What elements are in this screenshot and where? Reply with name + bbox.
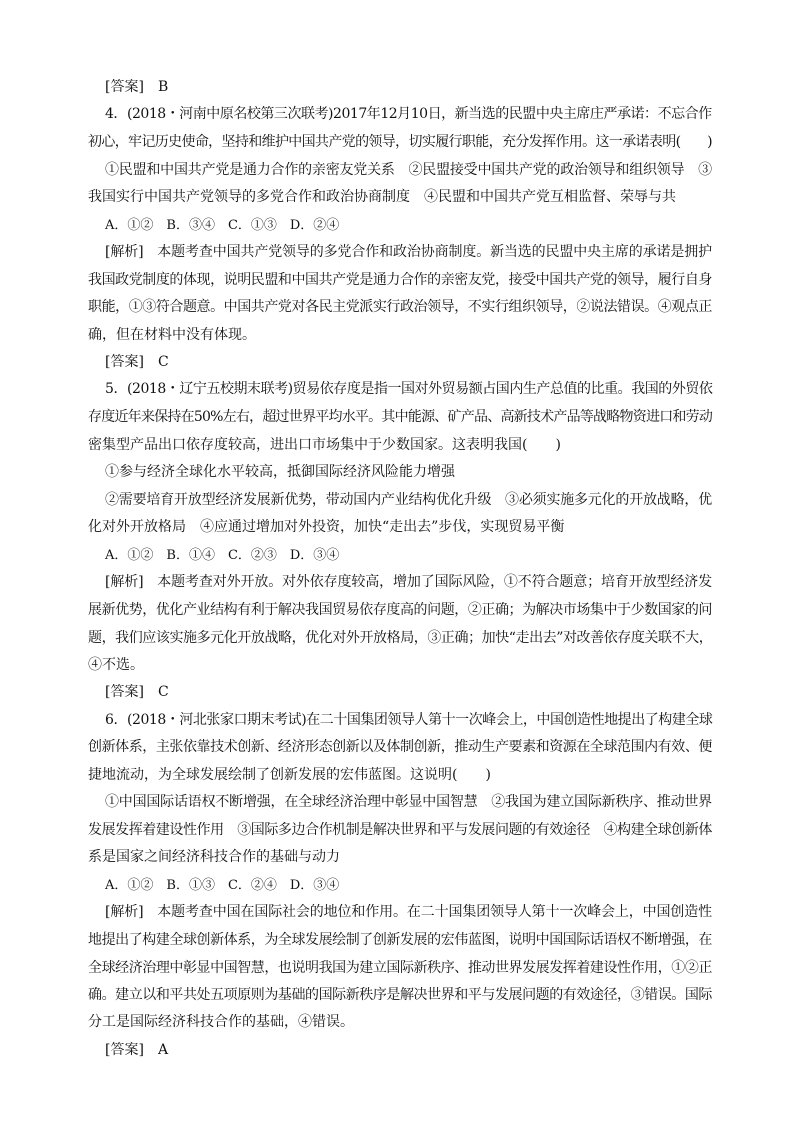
answer-value: C xyxy=(157,354,169,370)
answer-value: A xyxy=(157,1042,169,1058)
question-line: 创新体系，主张依靠技术创新、经济形态创新以及体制创新，推动生产要素和资源在全球范围内有效、便 xyxy=(88,739,712,755)
analysis-line: [解析] 本题考查对外开放。对外依存度较高，增加了国际风险，①不符合题意；培育开放型经济发 xyxy=(105,574,712,590)
choices-line: A．①② B．③④ C．①③ D．②④ xyxy=(105,218,340,233)
option-line: 化对外开放格局 ④应通过增加对外投资，加快“走出去”步伐，实现贸易平衡 xyxy=(88,519,565,535)
answer-value: C xyxy=(157,684,169,700)
option-line: ①民盟和中国共产党是通力合作的亲密友党关系 ②民盟接受中国共产党的政治领导和组织领导 ③ xyxy=(105,162,712,178)
option-line: ①中国国际话语权不断增强，在全球经济治理中彰显中国智慧 ②我国为建立国际新秩序、推动世界 xyxy=(105,794,712,810)
answer-label: [答案] xyxy=(105,684,144,700)
option-line: 系是国家之间经济科技合作的基础与动力 xyxy=(88,849,340,865)
question-line: 存度近年来保持在50%左右，超过世界平均水平。其中能源、矿产品、高新技术产品等战略物资进口和劳动 xyxy=(88,409,713,425)
question-line: 捷地流动，为全球发展绘制了创新发展的宏伟蓝图。这说明( ) xyxy=(88,767,491,783)
option-line: 发展发挥着建设性作用 ③国际多边合作机制是解决世界和平与发展问题的有效途径 ④构建全球创新体 xyxy=(88,822,712,838)
question-line: 6．(2018・河北张家口期末考试)在二十国集团领导人第十一次峰会上，中国创造性地提出了构建全球 xyxy=(105,712,713,728)
analysis-line: 分工是国际经济科技合作的基础，④错误。 xyxy=(88,1014,354,1030)
q3-answer xyxy=(105,76,168,96)
choices-line: A．①② B．①④ C．②③ D．③④ xyxy=(105,548,340,563)
question-line: 5．(2018・辽宁五校期末联考)贸易依存度是指一国对外贸易额占国内生产总值的比重。我国的外贸依 xyxy=(105,381,713,397)
question-line: 密集型产品出口依存度较高，进出口市场集中于少数国家。这表明我国( ) xyxy=(88,437,561,453)
analysis-line: [解析] 本题考查中国共产党领导的多党合作和政治协商制度。新当选的民盟中央主席的承诺是拥护 xyxy=(105,244,712,260)
option-line: ②需要培育开放型经济发展新优势，带动国内产业结构优化升级 ③必须实施多元化的开放战略，优 xyxy=(105,492,712,508)
analysis-line: 全球经济治理中彰显中国智慧，也说明我国为建立国际新秩序、推动世界发展发挥着建设性作用，①②正 xyxy=(88,960,712,976)
answer-label: [答案] xyxy=(105,79,144,95)
analysis-line: 职能，①③符合题意。中国共产党对各民主党派实行政治领导，不实行组织领导，②说法错误。④观点正 xyxy=(88,299,712,315)
question-line: 4．(2018・河南中原名校第三次联考)2017年12月10日，新当选的民盟中央主席庄严承诺：不忘合作 xyxy=(105,106,712,122)
option-line: 我国实行中国共产党领导的多党合作和政治协商制度 ④民盟和中国共产党互相监督、荣辱与共 xyxy=(88,189,676,205)
analysis-line: 确，但在材料中没有体现。 xyxy=(88,327,256,343)
analysis-line: 我国政党制度的体现，说明民盟和中国共产党是通力合作的亲密友党，接受中国共产党的领导，履行自身 xyxy=(88,272,712,288)
analysis-line: 确。建立以和平共处五项原则为基础的国际新秩序是解决世界和平与发展问题的有效途径，③错误。国际 xyxy=(88,987,712,1003)
analysis-line: 展新优势，优化产业结构有利于解决我国贸易依存度高的问题，②正确；为解决市场集中于少数国家的问 xyxy=(88,602,712,618)
option-line: ①参与经济全球化水平较高，抵御国际经济风险能力增强 xyxy=(105,464,455,480)
q4-answer xyxy=(105,351,169,371)
question-line: 初心，牢记历史使命，坚持和维护中国共产党的领导，切实履行职能，充分发挥作用。这一承诺表明( ) xyxy=(88,134,712,150)
answer-label: [答案] xyxy=(105,354,144,370)
analysis-line: ④不选。 xyxy=(88,657,144,673)
analysis-line: 地提出了构建全球创新体系，为全球发展绘制了创新发展的宏伟蓝图，说明中国国际话语权不断增强，在 xyxy=(88,932,712,948)
q5-answer xyxy=(105,681,169,701)
analysis-line: [解析] 本题考查中国在国际社会的地位和作用。在二十国集团领导人第十一次峰会上，中国创造性 xyxy=(105,904,712,920)
choices-line: A．①② B．①③ C．②④ D．③④ xyxy=(105,878,340,893)
answer-label: [答案] xyxy=(105,1042,144,1058)
analysis-line: 题，我们应该实施多元化开放战略，优化对外开放格局，③正确；加快“走出去”对改善依存度关联不大， xyxy=(88,630,713,646)
q6-answer xyxy=(105,1039,168,1059)
answer-value: B xyxy=(157,79,169,95)
